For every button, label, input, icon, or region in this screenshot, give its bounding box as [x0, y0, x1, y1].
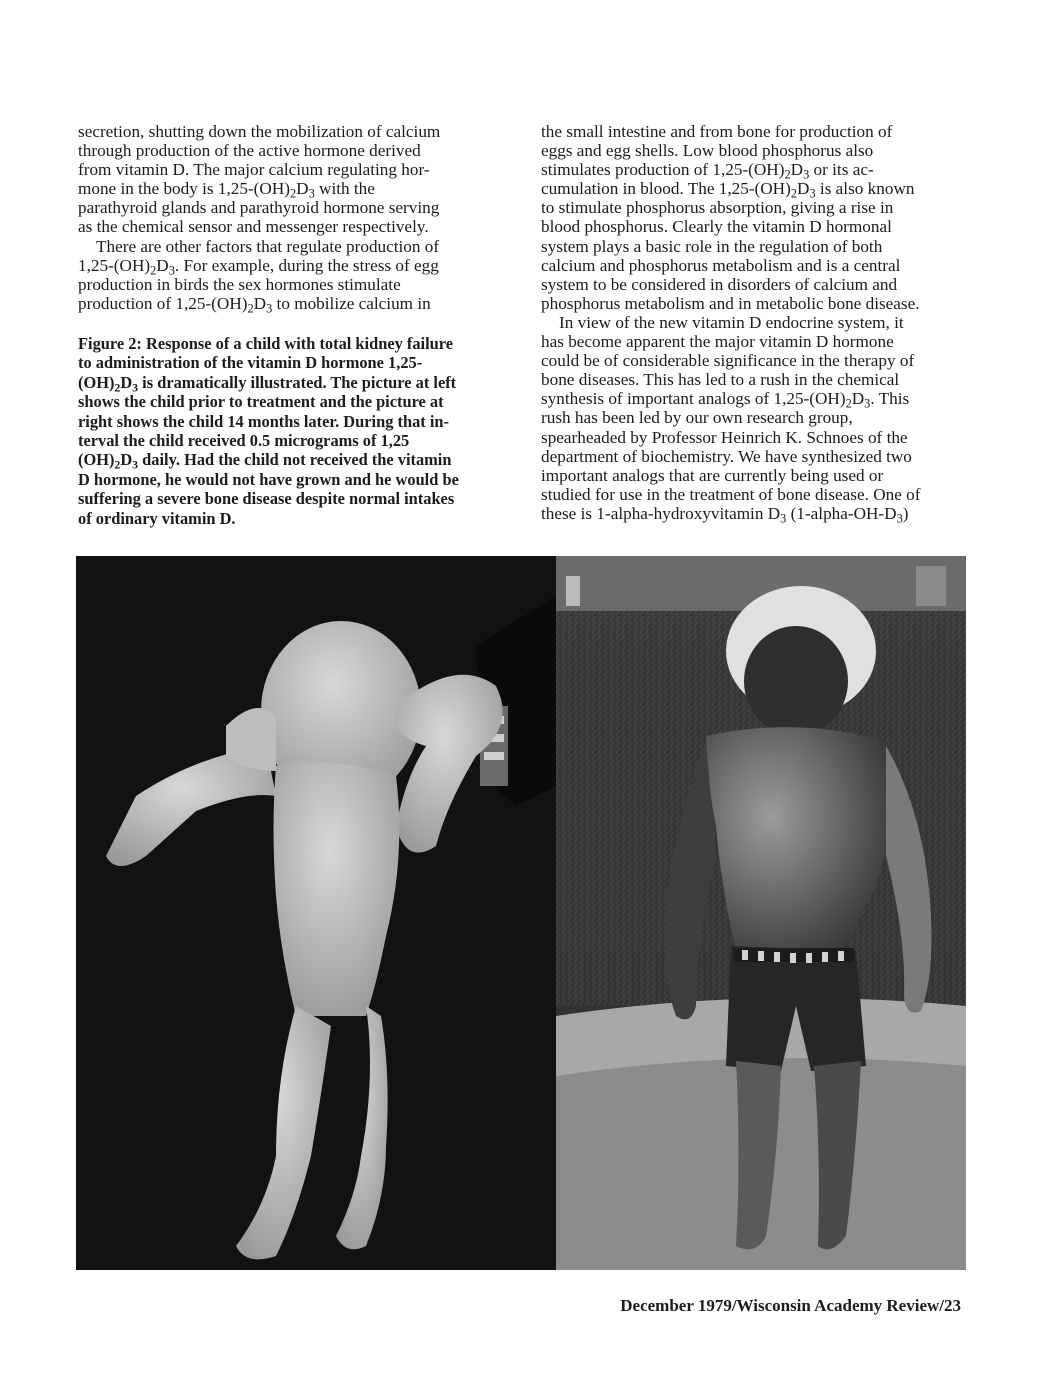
text-line: calcium and phosphorus metabolism and is a central [541, 255, 901, 275]
photo-after-treatment [556, 556, 966, 1270]
text-line: spearheaded by Professor Heinrich K. Schnoes of the [541, 427, 908, 447]
text-line: could be of considerable significance in the therapy of [541, 351, 915, 371]
caption-line: D hormone, he would not have grown and he would be [78, 469, 459, 489]
caption-line: $(OH)_2D_3$ daily. Had the child not received the vitamin [78, 450, 452, 472]
text-line: as the chemical sensor and messenger respectively. [78, 217, 429, 237]
figure-caption [78, 334, 502, 528]
text-line: phosphorus metabolism and in metabolic bone disease. [541, 293, 920, 313]
text-line: There are other factors that regulate production of [96, 236, 440, 256]
text-line: these is 1-alpha-hydroxyvitamin $D_3$ $(1-alpha-OH-D_3)$ [541, 503, 909, 526]
text-line: studied for use in the treatment of bone disease. One of [541, 484, 921, 504]
text-line: cumulation in blood. The $1,25-(OH)_2D_3$ is also known [541, 179, 915, 201]
text-line: from vitamin D. The major calcium regulating hor- [78, 160, 430, 180]
child-before-illustration [76, 556, 556, 1270]
child-after-illustration [556, 556, 966, 1270]
caption-line: shows the child prior to treatment and the picture at [78, 392, 444, 412]
text-line: has become apparent the major vitamin D hormone [541, 332, 894, 352]
caption-line: to administration of the vitamin D hormone 1,25- [78, 353, 423, 373]
right-paragraph-2 [541, 312, 965, 526]
text-line: production in birds the sex hormones stimulate [78, 274, 401, 294]
caption-line: of ordinary vitamin D. [78, 508, 236, 528]
caption-line: suffering a severe bone disease despite normal intakes [78, 489, 455, 509]
right-paragraph-1 [541, 122, 965, 313]
text-line: to stimulate phosphorus absorption, giving a rise in [541, 198, 894, 218]
photo-before-treatment [76, 556, 556, 1270]
text-line: department of biochemistry. We have synthesized two [541, 446, 912, 466]
caption-line: Figure 2: Response of a child with total kidney failure [78, 333, 454, 353]
left-column [78, 122, 502, 528]
figure-photographs [76, 556, 966, 1270]
left-paragraph-2 [78, 236, 502, 316]
text-line: eggs and egg shells. Low blood phosphorus also [541, 141, 874, 161]
right-column [541, 122, 965, 526]
text-line: blood phosphorus. Clearly the vitamin D hormonal [541, 217, 892, 237]
text-line: stimulates production of $1,25-(OH)_2D_3$ or its ac- [541, 160, 874, 182]
text-line: through production of the active hormone derived [78, 141, 421, 161]
text-line: In view of the new vitamin D endocrine system, it [559, 312, 904, 332]
text-line: system to be considered in disorders of calcium and [541, 274, 898, 294]
text-line: parathyroid glands and parathyroid hormone serving [78, 198, 440, 218]
text-line: important analogs that are currently being used or [541, 465, 884, 485]
text-line: system plays a basic role in the regulation of both [541, 236, 883, 256]
page-footer: December 1979/Wisconsin Academy Review/23 [620, 1296, 961, 1315]
text-line: $1,25-(OH)_2D_3$. For example, during the stress of egg [78, 255, 439, 278]
text-line: secretion, shutting down the mobilization of calcium [78, 122, 441, 141]
text-line: mone in the body is $1,25-(OH)_2D_3$ with the [78, 179, 375, 201]
caption-line: $(OH)_2D_3$ is dramatically illustrated. The picture at left [78, 372, 457, 395]
caption-line: terval the child received 0.5 micrograms of 1,25 [78, 430, 410, 450]
left-paragraph-1 [78, 122, 502, 237]
text-line: rush has been led by our own research group, [541, 408, 853, 428]
caption-line: right shows the child 14 months later. During that in- [78, 411, 449, 431]
text-line: the small intestine and from bone for production of [541, 122, 893, 141]
text-line: production of $1,25-(OH)_2D_3$ to mobilize calcium in [78, 293, 431, 316]
text-line: synthesis of important analogs of $1,25-(OH)_2D_3$. This [541, 389, 910, 411]
text-line: bone diseases. This has led to a rush in the chemical [541, 370, 900, 390]
